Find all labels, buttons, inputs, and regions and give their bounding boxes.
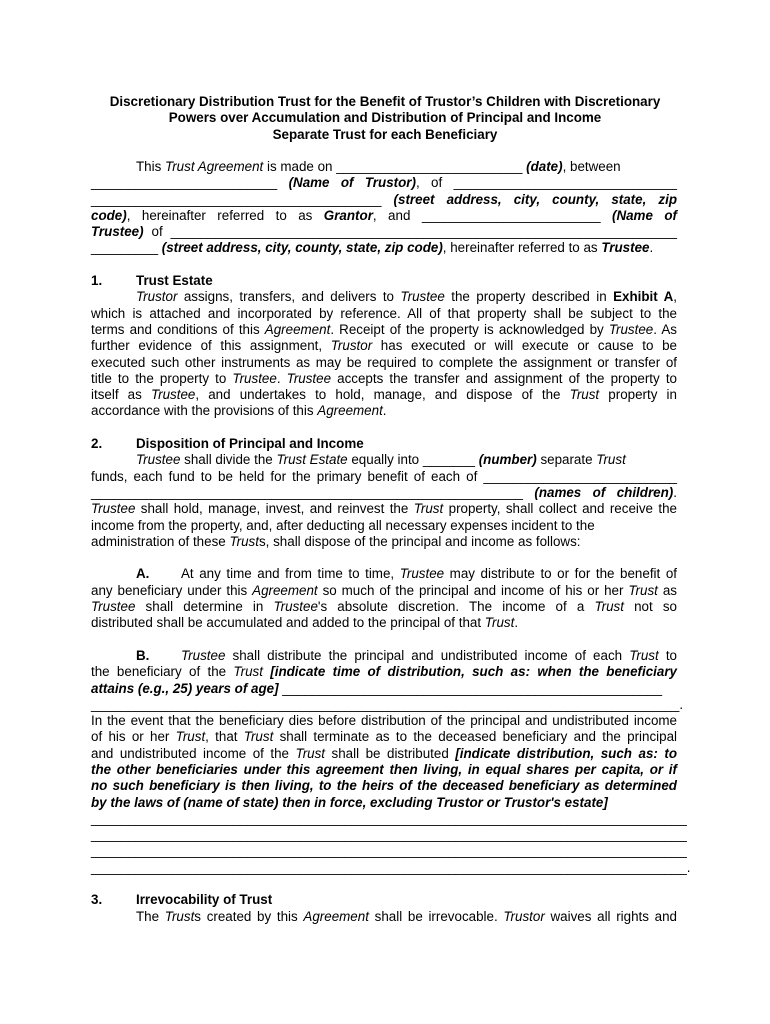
section-1-line-1: Trustor assigns, transfers, and delivers to Trustee the property described in Exhibit A, (136, 289, 678, 305)
intro-line-2: _________________________ (Name of Trustor), of ______________________________ (91, 175, 677, 191)
subsection-b-line-2: the beneficiary of the Trust [indicate time of distribution, such as: when the beneficiary (91, 664, 677, 680)
section-1-line-4: further evidence of this assignment, Trustor has executed or will execute or cause to be (91, 338, 677, 354)
subsection-b-line-5: In the event that the beneficiary dies before distribution of the principal and undistributed income (91, 713, 677, 729)
section-1-line-7: itself as Trustee, and undertakes to hold, manage, and dispose of the Trust property in (91, 387, 677, 403)
subsection-b-line-3: attains (e.g., 25) years of age] ___________________________________________________ (91, 680, 663, 696)
section-1-line-3: terms and conditions of this Agreement. Receipt of the property is acknowledged by Trustee. As (91, 321, 677, 337)
subsection-b-line-9: no such beneficiary is then living, to the heirs of the deceased beneficiary as determined (91, 778, 677, 794)
section-2-line-1: Trustee shall divide the Trust Estate equally into _______ (number) separate Trust (136, 452, 626, 468)
section-1-line-5: executed such other instruments as may be required to complete the assignment or transfer of (91, 354, 677, 370)
title-line-1: Discretionary Distribution Trust for the Benefit of Trustor’s Children with Discretionary (109, 94, 661, 109)
section-2-line-5: income from the property, and, after deducting all necessary expenses incident to the (91, 517, 595, 533)
section-1-heading: 1. Trust Estate (91, 273, 213, 289)
intro-line-3: _______________________________________ (street address, city, county, state, zip (91, 191, 677, 207)
section-2-line-4: Trustee shall hold, manage, invest, and reinvest the Trust property, shall collect and receive the (91, 501, 678, 517)
section-2-line-3: __________________________________________________________ (names of children). (91, 484, 677, 500)
subsection-b-line-6: of his or her Trust, that Trust shall terminate as to the deceased beneficiary and the principal (91, 729, 677, 745)
subsection-b-line-4: _______________________________________________________________________________. (91, 696, 684, 712)
subsection-b-line-1: B. Trustee shall distribute the principal and undistributed income of each Trust to (136, 647, 678, 663)
subsection-b-line-10: by the laws of (name of state) then in force, excluding Trustor or Trustor's estate] (91, 794, 608, 810)
subsection-a-line-3: Trustee shall determine in Trustee's absolute discretion. The income of a Trust not so (91, 599, 677, 615)
subsection-a-line-2: any beneficiary under this Agreement so much of the principal and income of his or her Trust as (91, 582, 677, 598)
subsection-a-line-4: distributed shall be accumulated and added to the principal of that Trust. (91, 615, 519, 631)
section-1-line-2: which is attached and incorporated by reference. All of that property shall be subject to the (91, 305, 677, 321)
subsection-b-blank-line-3: ________________________________________________________________________________ (91, 843, 687, 859)
intro-line-5: Trustee) of ____________________________________________________________________ (91, 224, 677, 240)
document-body (91, 159, 691, 925)
section-2-line-2: funds, each fund to be held for the primary benefit of each of __________________________ (91, 468, 677, 484)
section-1-line-6: title to the property to Trustee. Trustee accepts the transfer and assignment of the property to (91, 370, 677, 386)
title-line-3: Separate Trust for each Beneficiary (272, 126, 498, 142)
intro-line-6: _________ (street address, city, county, state, zip code), hereinafter referred to as Trustee. (91, 240, 654, 256)
intro-line-1: This Trust Agreement is made on _________________________ (date), between (136, 159, 621, 174)
subsection-b-blank-line-4: ________________________________________________________________________________. (91, 859, 691, 875)
subsection-a-line-1: A. At any time and from time to time, Trustee may distribute to or for the benefit of (136, 566, 677, 582)
subsection-b-blank-line-2: ________________________________________________________________________________ (91, 827, 687, 843)
intro-line-4: code), hereinafter referred to as Grantor, and ________________________ (Name of (91, 207, 677, 223)
title-line-2: Powers over Accumulation and Distribution of Principal and Income (168, 110, 602, 126)
section-3-line-1: The Trusts created by this Agreement shall be irrevocable. Trustor waives all rights and (136, 908, 677, 924)
document-title (60, 94, 710, 143)
section-3-heading: 3. Irrevocability of Trust (91, 892, 273, 908)
subsection-b-line-7: and undistributed income of the Trust shall be distributed [indicate distribution, such as: to (91, 745, 677, 761)
section-1-line-8: accordance with the provisions of this Agreement. (91, 403, 387, 419)
section-2-line-6: administration of these Trusts, shall dispose of the principal and income as follows: (91, 533, 581, 549)
subsection-b-line-8: the other beneficiaries under this agreement then living, in equal shares per capita, or if (91, 761, 677, 777)
subsection-b-blank-line-1: ________________________________________________________________________________ (91, 810, 687, 826)
section-2-heading: 2. Disposition of Principal and Income (91, 436, 364, 452)
